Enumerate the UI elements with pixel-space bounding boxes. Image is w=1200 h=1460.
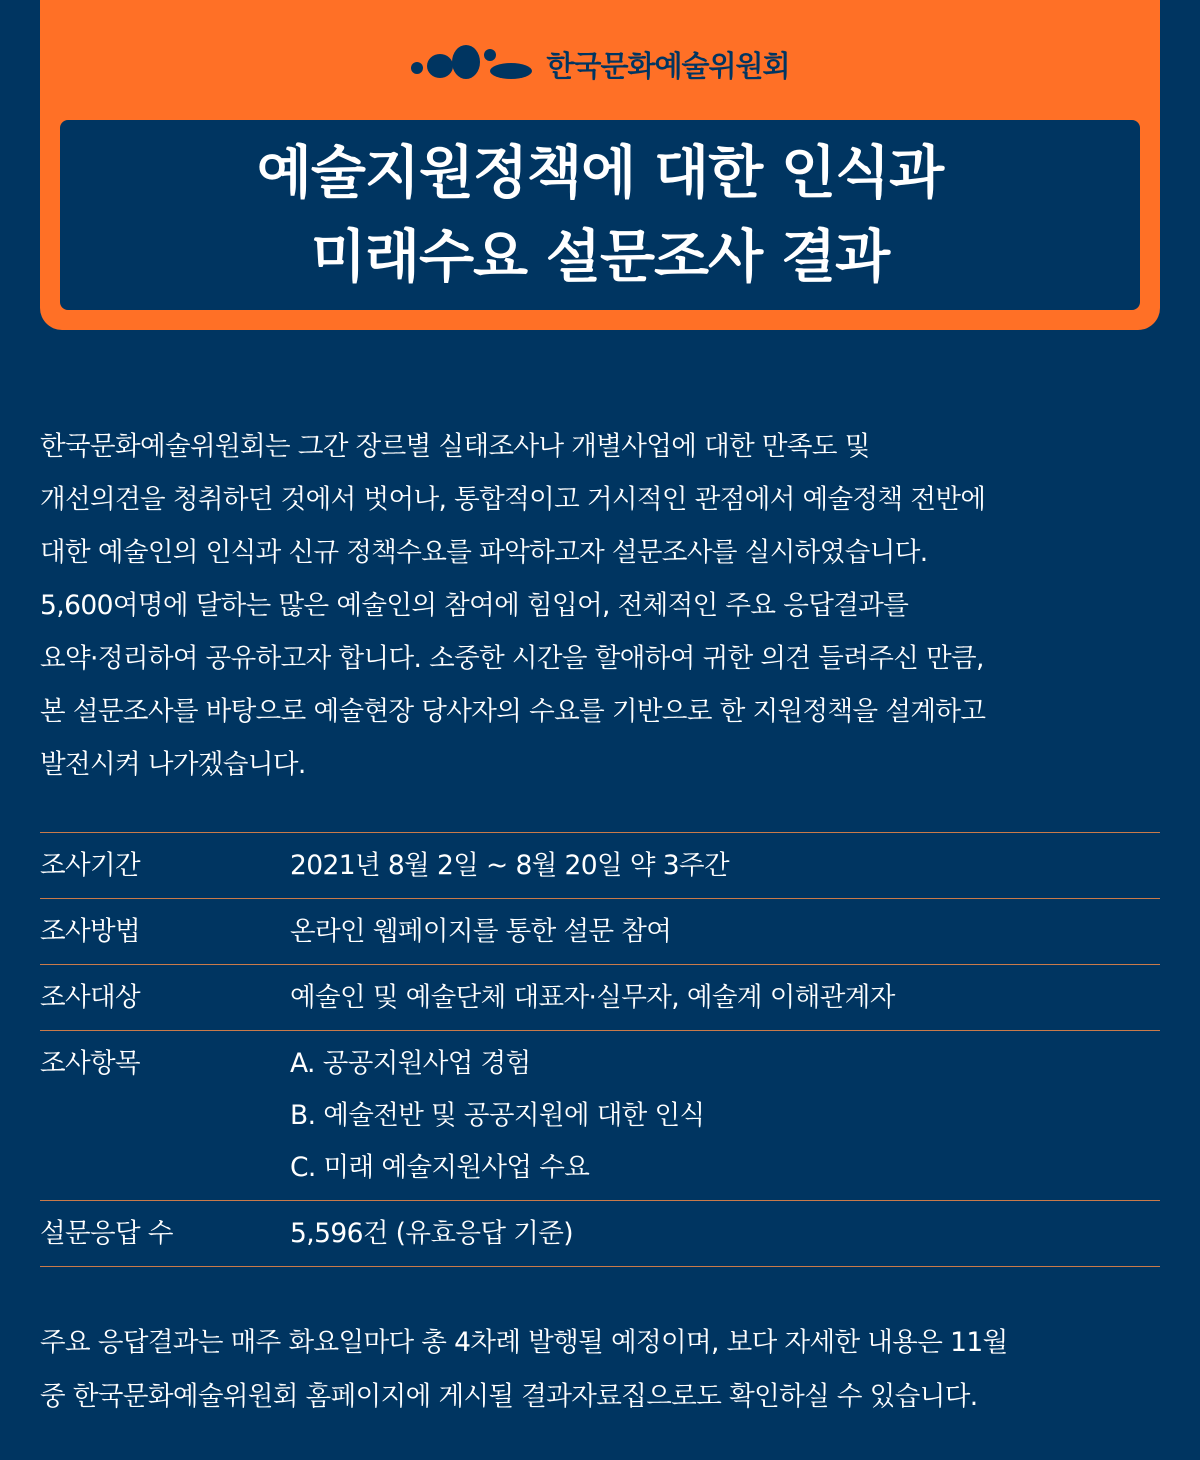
intro-line: 5,600여명에 달하는 많은 예술인의 참여에 힘입어, 전체적인 주요 응답결과를	[40, 590, 909, 621]
intro-line: 요약·정리하여 공유하고자 합니다. 소중한 시간을 할애하여 귀한 의견 들려주신 만큼,	[40, 643, 984, 674]
info-value-group	[290, 1212, 1160, 1256]
info-row-items	[40, 1031, 1160, 1201]
info-value: B. 예술전반 및 공공지원에 대한 인식	[290, 1100, 705, 1131]
intro-line: 개선의견을 청취하던 것에서 벗어나, 통합적이고 거시적인 관점에서 예술정책 전반에	[40, 484, 986, 515]
info-value-group	[290, 844, 1160, 888]
header-panel	[40, 0, 1160, 330]
footer-paragraph	[40, 1316, 1160, 1424]
info-row-target	[40, 965, 1160, 1031]
arts-council-logo-icon	[410, 44, 534, 84]
info-row-responses	[40, 1201, 1160, 1267]
info-value: 2021년 8월 2일 ~ 8월 20일 약 3주간	[290, 850, 729, 881]
info-value: C. 미래 예술지원사업 수요	[290, 1152, 590, 1183]
page-title-line-2: 미래수요 설문조사 결과	[310, 224, 890, 290]
info-label: 조사기간	[40, 850, 140, 881]
info-value: 5,596건 (유효응답 기준)	[290, 1218, 573, 1249]
info-label: 설문응답 수	[40, 1218, 173, 1249]
organization-name: 한국문화예술위원회	[546, 48, 790, 83]
info-row-period	[40, 833, 1160, 899]
info-value-group	[290, 976, 1160, 1020]
footer-line: 주요 응답결과는 매주 화요일마다 총 4차례 발행될 예정이며, 보다 자세한 내용은 11월	[40, 1327, 1008, 1358]
info-row-method	[40, 899, 1160, 965]
intro-line: 대한 예술인의 인식과 신규 정책수요를 파악하고자 설문조사를 실시하였습니다.	[40, 537, 928, 568]
info-value: A. 공공지원사업 경험	[290, 1048, 531, 1079]
info-label: 조사항목	[40, 1048, 140, 1079]
survey-info-table	[40, 832, 1160, 1267]
title-box	[60, 120, 1140, 310]
info-value: 예술인 및 예술단체 대표자·실무자, 예술계 이해관계자	[290, 982, 895, 1013]
intro-line: 한국문화예술위원회는 그간 장르별 실태조사나 개별사업에 대한 만족도 및	[40, 431, 870, 462]
info-value: 온라인 웹페이지를 통한 설문 참여	[290, 916, 672, 947]
intro-line: 발전시켜 나가겠습니다.	[40, 749, 306, 780]
intro-paragraph	[40, 420, 1160, 791]
info-value-group	[290, 910, 1160, 954]
info-value-group	[290, 1038, 1160, 1194]
info-label: 조사방법	[40, 916, 140, 947]
footer-line: 중 한국문화예술위원회 홈페이지에 게시될 결과자료집으로도 확인하실 수 있습니다.	[40, 1381, 978, 1412]
page-title-line-1: 예술지원정책에 대한 인식과	[256, 140, 944, 206]
intro-line: 본 설문조사를 바탕으로 예술현장 당사자의 수요를 기반으로 한 지원정책을 설계하고	[40, 696, 986, 727]
organization-logo	[40, 36, 1160, 92]
info-label: 조사대상	[40, 982, 140, 1013]
